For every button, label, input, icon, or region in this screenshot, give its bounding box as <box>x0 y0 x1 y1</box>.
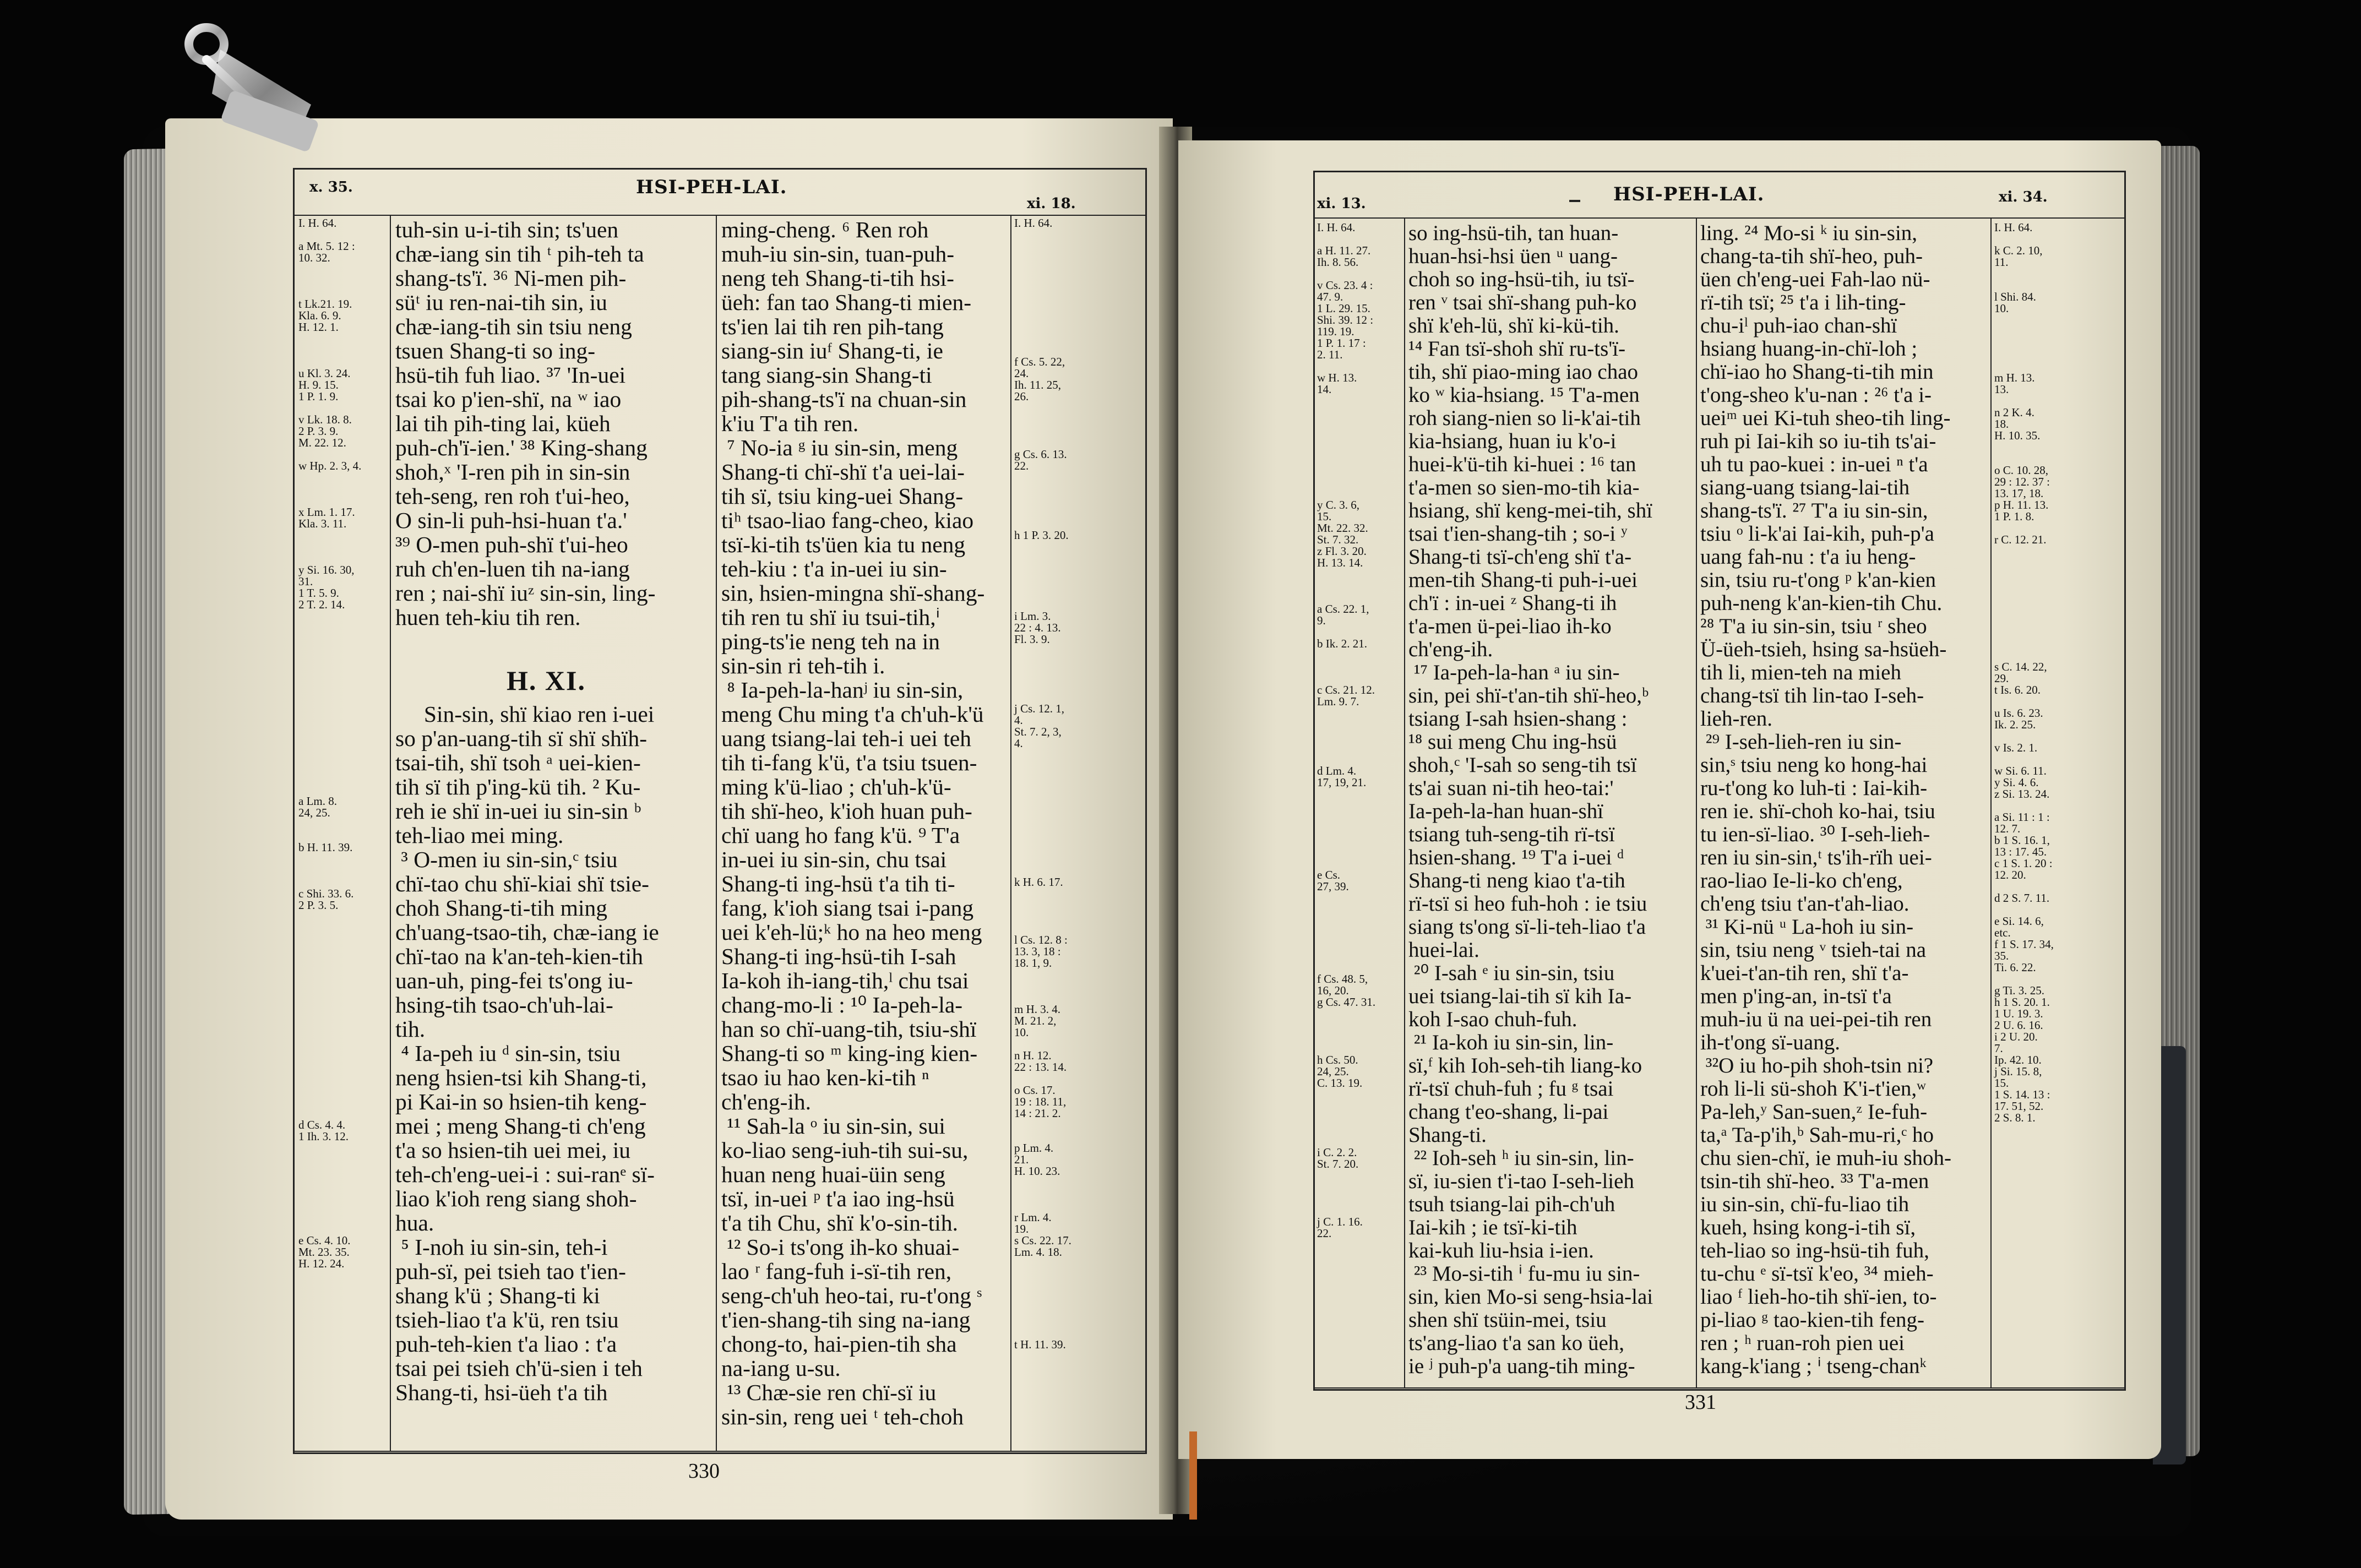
left-column-b: ming-cheng. ⁶ Ren roh muh-iu sin-sin, tuan-puh- neng teh Shang-ti-tih hsi- üeh: fan tao Shang-ti mien- ts'ien lai tih ren pih-tang siang-sin iuᶠ Shang-ti, ie tang siang-sin Shang-ti pih-shang-ts'ï na chuan-sin k'iu T'a tih ren. ⁷ No-ia ᵍ iu sin-sin, meng Shang-ti chï-shï t'a uei-lai- tih sï, tsiu king-uei Shang- tiʰ tsao-liao fang-cheo, kiao tsï-ki-tih ts'üen kia tu neng teh-kiu : t'a in-uei iu sin- sin, hsien-mingna shï-shang- tih ren tu shï iu tsui-tih,ⁱ ping-ts'ie neng teh na in sin-sin ri teh-tih i. ⁸ Ia-peh-la-hanʲ iu sin-sin, meng Chu ming t'a ch'uh-k'ü uang tsiang-lai teh-i uei teh tih ti-fang k'ü, t'a tsiu tsuen- ming k'ü-liao ; ch'uh-k'ü- tih shï-heo, k'ioh huan puh- chï uang ho fang k'ü. ⁹ T'a in-uei iu sin-sin, chu tsai Shang-ti ing-hsü t'a tih ti- fang, k'ioh siang tsai i-pang uei k'eh-lü;ᵏ ho na heo meng Shang-ti ing-hsü-tih I-sah Ia-koh ih-iang-tih,ˡ chu tsai chang-mo-li : ¹⁰ Ia-peh-la- han so chï-uang-tih, tsiu-shï Shang-ti so ᵐ king-ing kien- tsao iu hao ken-ki-tih ⁿ ch'eng-ih. ¹¹ Sah-la ᵒ iu sin-sin, sui ko-liao seng-iuh-tih sui-su, huan neng huai-üin seng tsï, in-uei ᵖ t'a iao ing-hsü t'a tih Chu, shï k'o-sin-tih. ¹² So-i ts'ong ih-ko shuai- lao ʳ fang-fuh i-sï-tih ren, seng-ch'uh heo-tai, ru-t'ong ˢ t'ien-shang-tih sing na-iang chong-to, hai-pien-tih sha na-iang u-su. ¹³ Chæ-sie ren chï-sï iu sin-sin, reng uei ᵗ teh-choh <box>721 217 985 1429</box>
left-running-head: HSI-PEH-LAI. <box>636 176 787 198</box>
right-margin-references-a: I. H. 64. a H. 11. 27. Ih. 8. 56. v Cs. 23. 4 : 47. 9. 1 L. 29. 15. Shi. 39. 12 : 119. 19. 1 P. 1. 17 : 2. 11. w H. 13. 14. y C. 3. 6, 15. Mt. 22. 32. St. 7. 32. z Fl. 3. 20. H. 13. 14. a Cs. 22. 1, 9. b Ik. 2. 21. c Cs. 21. 12. Lm. 9. 7. d Lm. 4. 17, 19, 21. e Cs. 27, 39. f Cs. 48. 5, 16, 20. g Cs. 47. 31. h Cs. 50. 24, 25. C. 13. 19. i C. 2. 2. St. 7. 20. j C. 1. 16. 22. <box>1317 221 1376 1240</box>
right-chapter-ref-right: xi. 34. <box>1999 189 2048 205</box>
right-header-rule <box>1313 217 2124 219</box>
left-page-number: 330 <box>688 1460 720 1483</box>
right-column-divider <box>1696 217 1697 1387</box>
right-column-b: ling. ²⁴ Mo-si ᵏ iu sin-sin, chang-ta-tih shï-heo, puh- üen ch'eng-uei Fah-lao nü- rï-tih tsï; ²⁵ t'a i lih-ting- chu-iˡ puh-iao chan-shï hsiang huang-in-chï-loh ; chï-iao ho Shang-ti-tih min t'ong-sheo k'u-nan : ²⁶ t'a i- ueiᵐ uei Ki-tuh sheo-tih ling- ruh pi Iai-kih so iu-tih ts'ai- uh tu pao-kuei : in-uei ⁿ t'a siang-uang tsiang-lai-tih shang-ts'ï. ²⁷ T'a iu sin-sin, tsiu ᵒ li-k'ai Iai-kih, puh-p'a uang fah-nu : t'a iu heng- sin, tsiu ru-t'ong ᵖ k'an-kien puh-neng k'an-kien-tih Chu. ²⁸ T'a iu sin-sin, tsiu ʳ sheo Ü-üeh-tsieh, hsing sa-hsüeh- tih li, mien-teh na mieh chang-tsï tih lin-tao I-seh- lieh-ren. ²⁹ I-seh-lieh-ren iu sin- sin,ˢ tsiu neng ko hong-hai ru-t'ong ko luh-ti : Iai-kih- ren ie. shï-choh ko-hai, tsiu tu ien-sï-liao. ³⁰ I-seh-lieh- ren iu sin-sin,ᵗ ts'ih-rïh uei- rao-liao Ie-li-ko ch'eng, ch'eng tsiu t'an-t'ah-liao. ³¹ Ki-nü ᵘ La-hoh iu sin- sin, tsiu neng ᵛ tsieh-tai na k'uei-t'an-tih ren, shï t'a- men p'ing-an, in-tsï t'a muh-iu ü na uei-pei-tih ren ih-t'ong sï-uang. ³²O iu ho-pih shoh-tsin ni? roh li-li sü-shoh K'i-t'ien,ʷ Pa-leh,ʸ San-suen,ᶻ Ie-fuh- ta,ᵃ Ta-p'ih,ᵇ Sah-mu-ri,ᶜ ho chu sien-chï, ie muh-iu shoh- tsin-tih shï-heo. ³³ T'a-men iu sin-sin, chï-fu-liao tih kueh, hsing kong-i-tih sï, teh-liao so ing-hsü-tih fuh, tu-chu ᵉ sï-tsï k'eo, ³⁴ mieh- liao ᶠ lieh-ho-tih shï-ien, to- pi-liao ᵍ tao-kien-tih feng- ren ; ʰ ruan-roh pien uei kang-k'iang ; ⁱ tseng-chanᵏ <box>1700 222 1951 1378</box>
left-margin-references-b: I. H. 64. f Cs. 5. 22, 24. Ih. 11. 25, 26. g Cs. 6. 13. 22. h 1 P. 3. 20. i Lm. 3. 22 : 4. 13. Fl. 3. 9. j Cs. 12. 1, 4. St. 7. 2, 3, 4. k H. 6. 17. l Cs. 12. 8 : 13. 3, 18 : 18. 1, 9. m H. 3. 4. M. 21. 2, 10. n H. 12. 22 : 13. 14. o Cs. 17. 19 : 18. 11, 14 : 21. 2. p Lm. 4. 21. H. 10. 23. r Lm. 4. 19. s Cs. 22. 17. Lm. 4. 18. t H. 11. 39. <box>1014 216 1071 1351</box>
left-page <box>165 118 1173 1520</box>
right-margin-divider <box>1404 217 1405 1387</box>
right-running-head: HSI-PEH-LAI. <box>1613 183 1765 205</box>
left-margin-references-a: I. H. 64. a Mt. 5. 12 : 10. 32. t Lk.21. 19. Kla. 6. 9. H. 12. 1. u Kl. 3. 24. H. 9. 15. 1 P. 1. 9. v Lk. 18. 8. 2 P. 3. 9. M. 22. 12. w Hp. 2. 3, 4. x Lm. 1. 17. Kla. 3. 11. y Si. 16. 30, 31. 1 T. 5. 9. 2 T. 2. 14. a Lm. 8. 24, 25. b H. 11. 39. c Shi. 33. 6. 2 P. 3. 5. d Cs. 4. 4. 1 Ih. 3. 12. e Cs. 4. 10. Mt. 23. 35. H. 12. 24. <box>298 216 362 1270</box>
header-mark <box>1569 200 1580 202</box>
right-footer-rule <box>1313 1387 2124 1389</box>
right-page <box>1178 140 2161 1459</box>
left-column-a: tuh-sin u-i-tih sin; ts'uen chæ-iang sin tih ᵗ pih-teh ta shang-ts'ï. ³⁶ Ni-men pih- süᵗ iu ren-nai-tih sin, iu chæ-iang-tih sin tsiu neng tsuen Shang-ti so ing- hsü-tih fuh liao. ³⁷ 'In-uei tsai ko p'ien-shï, na ʷ iao lai tih pih-ting lai, küeh puh-ch'ï-ien.' ³⁸ King-shang shoh,ˣ 'I-ren pih in sin-sin teh-seng, ren roh t'ui-heo, O sin-li puh-hsi-huan t'a.' ³⁹ O-men puh-shï t'ui-heo ruh ch'en-luen tih na-iang ren ; nai-shï iuᶻ sin-sin, ling- huen teh-kiu tih ren. Sin-sin, shï kiao ren i-uei so p'an-uang-tih sï shï shïh- tsai-tih, shï tsoh ᵃ uei-kien- tih sï tih p'ing-kü tih. ² Ku- reh ie shï in-uei iu sin-sin ᵇ teh-liao mei ming. ³ O-men iu sin-sin,ᶜ tsiu chï-tao chu shï-kiai shï tsie- choh Shang-ti-tih ming ch'uang-tsao-tih, chæ-iang ie chï-tao na k'an-teh-kien-tih uan-uh, ping-fei ts'ong iu- hsing-tih tsao-ch'uh-lai- tih. ⁴ Ia-peh iu ᵈ sin-sin, tsiu neng hsien-tsi kih Shang-ti, pi Kai-in so hsien-tih keng- mei ; meng Shang-ti ch'eng t'a so hsien-tih uei mei, iu teh-ch'eng-uei-i : sui-ranᵉ sï- liao k'ioh reng siang shoh- hua. ⁵ I-noh iu sin-sin, teh-i puh-sï, pei tsieh tao t'ien- shang k'ü ; Shang-ti ki tsieh-liao t'a k'ü, ren tsiu puh-teh-kien t'a liao : t'a tsai pei tsieh ch'ü-sien i teh Shang-ti, hsi-üeh t'a tih <box>395 217 659 1405</box>
right-column-a: so ing-hsü-tih, tan huan- huan-hsi-hsi üen ᵘ uang- choh so ing-hsü-tih, iu tsï- ren ᵛ tsai shï-shang puh-ko shï k'eh-lü, shï ki-kü-tih. ¹⁴ Fan tsï-shoh shï ru-ts'ï- tih, shï piao-ming iao chao ko ʷ kia-hsiang. ¹⁵ T'a-men roh siang-nien so li-k'ai-tih kia-hsiang, huan iu k'o-i huei-k'ü-tih ki-huei : ¹⁶ tan t'a-men so sien-mo-tih kia- hsiang, shï keng-mei-tih, shï tsai t'ien-shang-tih ; so-i ʸ Shang-ti tsï-ch'eng shï t'a- men-tih Shang-ti puh-i-uei ch'ï : in-uei ᶻ Shang-ti ih t'a-men ü-pei-liao ih-ko ch'eng-ih. ¹⁷ Ia-peh-la-han ᵃ iu sin- sin, pei shï-t'an-tih shï-heo,ᵇ tsiang I-sah hsien-shang : ¹⁸ sui meng Chu ing-hsü shoh,ᶜ 'I-sah so seng-tih tsï ts'ai suan ni-tih heo-tai:' Ia-peh-la-han huan-shï tsiang tuh-seng-tih rï-tsï hsien-shang. ¹⁹ T'a i-uei ᵈ Shang-ti neng kiao t'a-tih rï-tsï si heo fuh-hoh : ie tsiu siang ts'ong sï-li-teh-liao t'a huei-lai. ²⁰ I-sah ᵉ iu sin-sin, tsiu uei tsiang-lai-tih sï kih Ia- koh I-sao chuh-fuh. ²¹ Ia-koh iu sin-sin, lin- sï,ᶠ kih Ioh-seh-tih liang-ko rï-tsï chuh-fuh ; fu ᵍ tsai chang t'eo-shang, li-pai Shang-ti. ²² Ioh-seh ʰ iu sin-sin, lin- sï, iu-sien t'i-tao I-seh-lieh tsuh tsiang-lai pih-ch'uh Iai-kih ; ie tsï-ki-tih kai-kuh liu-hsia i-ien. ²³ Mo-si-tih ⁱ fu-mu iu sin- sin, kien Mo-si seng-hsia-lai shen shï tsüin-mei, tsiu ts'ang-liao t'a san ko üeh, ie ʲ puh-p'a uang-tih ming- <box>1408 222 1653 1378</box>
left-chapter-ref-right: xi. 18. <box>1027 195 1076 212</box>
right-margin-divider-2 <box>1990 217 1992 1387</box>
right-page-number: 331 <box>1685 1391 1716 1414</box>
binder-clip <box>168 11 344 176</box>
left-header-rule <box>293 215 1145 216</box>
right-margin-references-b: I. H. 64. k C. 2. 10, 11. l Shi. 84. 10. m H. 13. 13. n 2 K. 4. 18. H. 10. 35. o C. 10. 28, 29 : 12. 37 : 13. 17, 18. p H. 11. 13. 1 P. 1. 8. r C. 12. 21. s C. 14. 22, 29. t Is. 6. 20. u Is. 6. 23. Ik. 2. 25. v Is. 2. 1. w Si. 6. 11. y Si. 4. 6. z Si. 13. 24. a Si. 11 : 1 : 12. 7. b 1 S. 16. 1, 13 : 17. 45. c 1 S. 1. 20 : 12. 20. d 2 S. 7. 11. e Si. 14. 6, etc. f 1 S. 17. 34, 35. Ti. 6. 22. g Ti. 3. 25. h 1 S. 20. 1. 1 U. 19. 3. 2 U. 6. 16. i 2 U. 20. 7. Ip. 42. 10. j Si. 15. 8, 15. 1 S. 14. 13 : 17. 51, 52. 2 S. 8. 1. <box>1994 221 2054 1124</box>
right-chapter-ref: xi. 13. <box>1317 195 1366 212</box>
left-chapter-heading: H. XI. <box>507 665 586 696</box>
left-chapter-ref: x. 35. <box>309 179 353 195</box>
left-margin-divider-2 <box>1010 215 1011 1451</box>
left-column-divider <box>716 215 717 1451</box>
left-footer-rule <box>293 1451 1145 1452</box>
left-margin-divider <box>390 215 391 1451</box>
ribbon-bookmark <box>1189 1431 1197 1520</box>
